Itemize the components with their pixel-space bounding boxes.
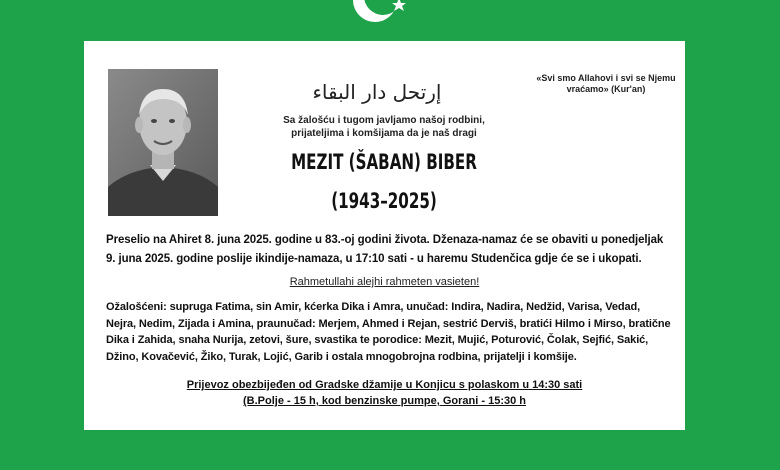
prayer-line: Rahmetullahi alejhi rahmeten vasieten! <box>289 276 480 288</box>
calligraphy-text: إرتحل دار البقاء <box>312 80 442 104</box>
life-years: (1943–2025) <box>331 189 437 213</box>
transport-line-2: (B.Polje - 15 h, kod benzinske pumpe, Gorani - 15:30 h <box>242 395 526 407</box>
deceased-name: MEZIT (ŠABAN) BIBER <box>291 150 477 174</box>
arabic-calligraphy <box>312 71 442 111</box>
mourners-list: Ožalošćeni: supruga Fatima, sin Amir, kćerka Dika i Amra, unučad: Indira, Nadira, Nedžid, Varisa, Vedad, Nejra, Nedim, Zijada i Amina, praunučad: Merjem, Ahmed i Rejan, sestrić Derviš, bratići Hilmo i Mirso, bratične Dika i Zahida, snaha Nurija, zetovi, šure, svastika te porodice: Mezit, Mujić, Poturović, Čolak, Sejfić, Sakić, Džino, Kovačević, Žiko, Turak, Lojić, Garib i ostala mnogobrojna rodbina, prijatelji i komšije. <box>106 301 671 363</box>
transport-info <box>84 377 685 409</box>
transport-line-1: Prijevoz obezbijeđen od Gradske džamije u Konjicu s polaskom u 14:30 sati <box>186 379 583 391</box>
crescent-star-icon <box>347 0 415 28</box>
quran-quote: «Svi smo Allahovi i svi se Njemu vraćamo» (Kur'an) <box>536 73 676 94</box>
obituary-card <box>84 41 685 430</box>
funeral-details: Preselio na Ahiret 8. juna 2025. godine u 83.-oj godini života. Dženaza-namaz će se obaviti u ponedjeljak 9. juna 2025. godine poslije ikindije-namaza, u 17:10 sati - u haremu Studenčica gdje će se i ukopati. <box>106 234 664 265</box>
deceased-photo <box>108 69 218 216</box>
intro-text: Sa žalošću i tugom javljamo našoj rodbini, prijateljima i komšijama da je naš dragi <box>283 115 485 139</box>
